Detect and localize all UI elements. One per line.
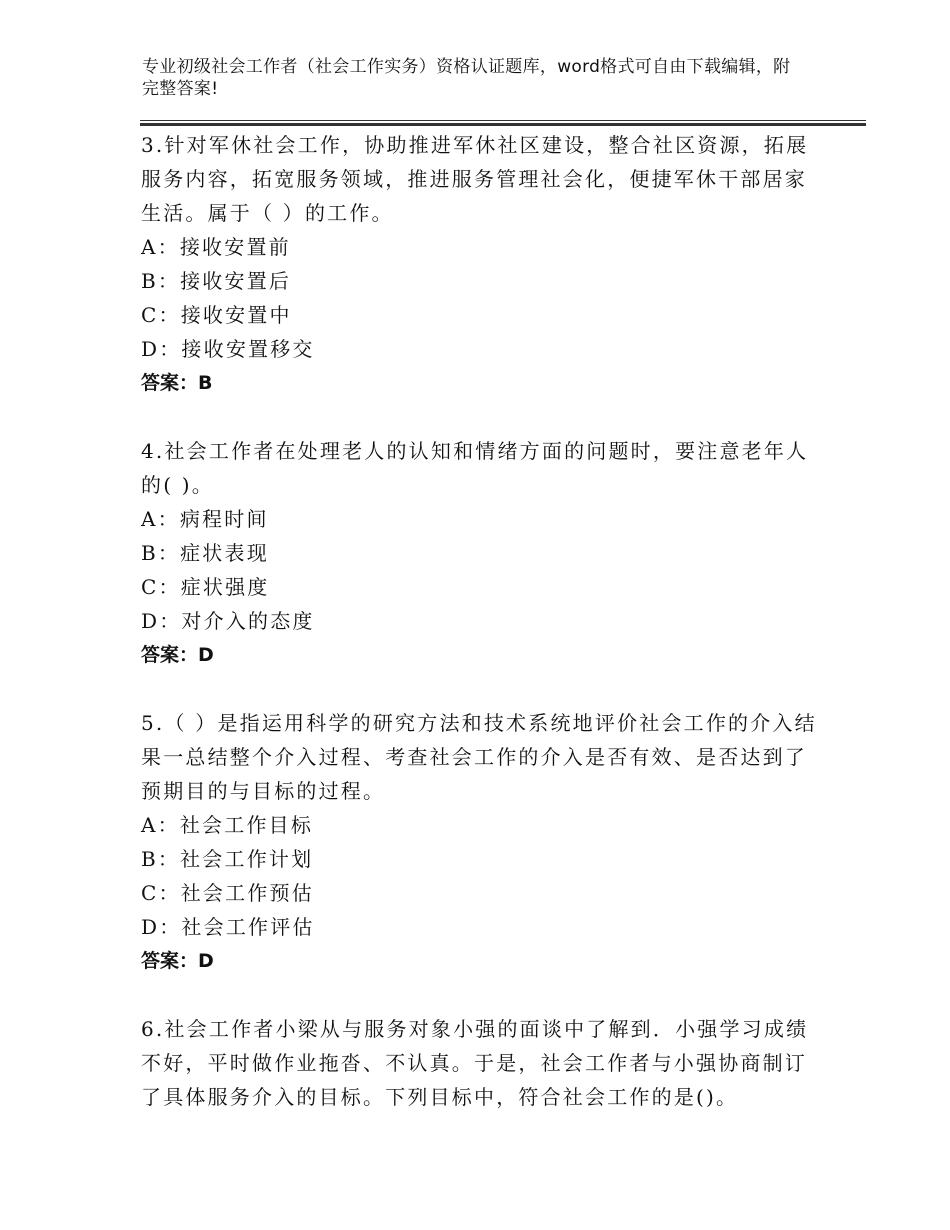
question-text: 4.社会工作者在处理老人的认知和情绪方面的问题时，要注意老年人的( )。 [141,439,809,497]
answer-label: 答案：D [141,644,214,666]
question-text: 3.针对军休社会工作，协助推进军休社区建设，整合社区资源，拓展服务内容，拓宽服务领域，推进服务管理社会化，便捷军休干部居家生活。属于（ ）的工作。 [141,133,809,225]
option-d: D：接收安置移交 [141,337,315,361]
question-list [141,128,821,1148]
question-text: 5.（ ）是指运用科学的研究方法和技术系统地评价社会工作的介入结果一总结整个介入过程、考查社会工作的介入是否有效、是否达到了预期目的与目标的过程。 [141,711,817,803]
option-d: D：对介入的态度 [141,609,315,633]
option-a: A：病程时间 [141,507,269,531]
answer-label: 答案：B [141,372,213,394]
question-5 [141,706,821,978]
option-d: D：社会工作评估 [141,915,315,939]
document-header: 专业初级社会工作者（社会工作实务）资格认证题库，word格式可自由下载编辑，附完整答案! [142,57,791,99]
option-b: B：接收安置后 [141,269,292,293]
question-6 [141,1012,821,1114]
option-c: C：接收安置中 [141,303,292,327]
option-a: A：社会工作目标 [141,813,314,837]
header-rule-thin [140,120,866,121]
question-4 [141,434,821,672]
header-rule-thick [140,123,866,126]
option-c: C：症状强度 [141,575,270,599]
option-b: B：症状表现 [141,541,269,565]
question-3 [141,128,821,400]
option-b: B：社会工作计划 [141,847,314,871]
option-a: A：接收安置前 [141,235,291,259]
question-text: 6.社会工作者小梁从与服务对象小强的面谈中了解到．小强学习成绩不好，平时做作业拖沓、不认真。于是，社会工作者与小强协商制订了具体服务介入的目标。下列目标中，符合社会工作的是()。 [141,1017,809,1109]
option-c: C：社会工作预估 [141,881,314,905]
answer-label: 答案：D [141,950,214,972]
